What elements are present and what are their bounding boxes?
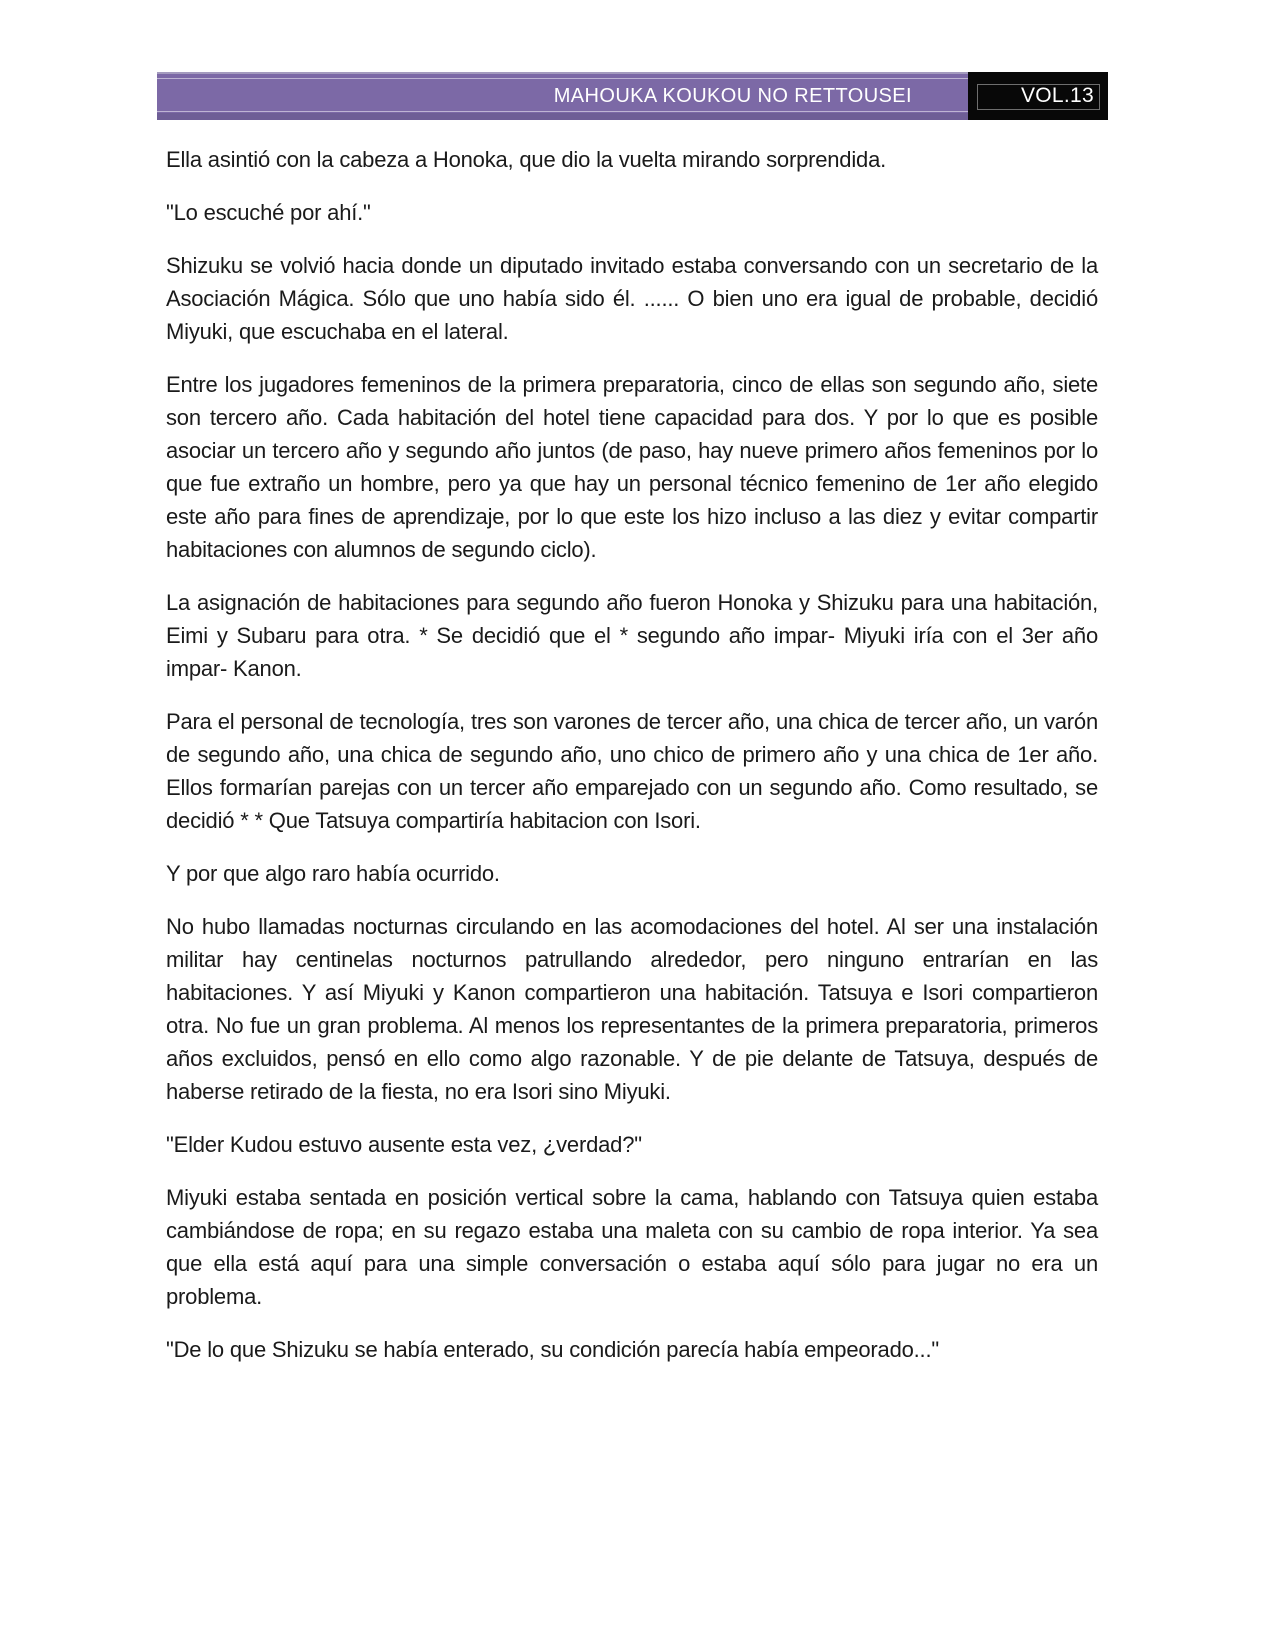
- volume-badge: [968, 72, 1108, 120]
- series-title: MAHOUKA KOUKOU NO RETTOUSEI: [553, 84, 912, 107]
- paragraph: Ella asintió con la cabeza a Honoka, que dio la vuelta mirando sorprendida.: [166, 147, 887, 172]
- paragraph: "Lo escuché por ahí.": [166, 200, 371, 225]
- paragraph: "Elder Kudou estuvo ausente esta vez, ¿verdad?": [166, 1132, 642, 1157]
- paragraph: Miyuki estaba sentada en posición vertical sobre la cama, hablando con Tatsuya quien estaba cambiándose de ropa; en su regazo estaba una maleta con su cambio de ropa interior. Ya sea que ella está aquí para una simple conversación o estaba aquí sólo para jugar no era un problema.: [166, 1185, 1098, 1309]
- body-text: [166, 143, 1098, 1386]
- page-header: [157, 72, 1108, 120]
- volume-label: VOL.13: [1020, 84, 1094, 107]
- paragraph: No hubo llamadas nocturnas circulando en las acomodaciones del hotel. Al ser una instalación militar hay centinelas nocturnos patrullando alrededor, pero ninguno entrarían en las habitaciones. Y así Miyuki y Kanon compartieron una habitación. Tatsuya e Isori compartieron otra. No fue un gran problema. Al menos los representantes de la primera preparatoria, primeros años excluidos, pensó en ello como algo razonable. Y de pie delante de Tatsuya, después de haberse retirado de la fiesta, no era Isori sino Miyuki.: [166, 914, 1098, 1104]
- paragraph: La asignación de habitaciones para segundo año fueron Honoka y Shizuku para una habitación, Eimi y Subaru para otra. * Se decidió que el * segundo año impar- Miyuki iría con el 3er año impar- Kanon.: [166, 590, 1098, 681]
- paragraph: Shizuku se volvió hacia donde un diputado invitado estaba conversando con un secretario de la Asociación Mágica. Sólo que uno había sido él. ...... O bien uno era igual de probable, decidió Miyuki, que escuchaba en el lateral.: [166, 253, 1098, 344]
- paragraph: Para el personal de tecnología, tres son varones de tercer año, una chica de tercer año, un varón de segundo año, una chica de segundo año, uno chico de primero año y una chica de 1er año. Ellos formarían parejas con un tercer año emparejado con un segundo año. Como resultado, se decidió * * Que Tatsuya compartiría habitacion con Isori.: [166, 709, 1098, 833]
- header-ribbon: [157, 72, 968, 120]
- paragraph: Y por que algo raro había ocurrido.: [166, 861, 500, 886]
- paragraph: Entre los jugadores femeninos de la primera preparatoria, cinco de ellas son segundo año, siete son tercero año. Cada habitación del hotel tiene capacidad para dos. Y por lo que es posible asociar un tercero año y segundo año juntos (de paso, hay nueve primero años femeninos por lo que fue extraño un hombre, pero ya que hay un personal técnico femenino de 1er año elegido este año para fines de aprendizaje, por lo que este los hizo incluso a las diez y evitar compartir habitaciones con alumnos de segundo ciclo).: [166, 372, 1098, 562]
- paragraph: "De lo que Shizuku se había enterado, su condición parecía había empeorado...": [166, 1337, 939, 1362]
